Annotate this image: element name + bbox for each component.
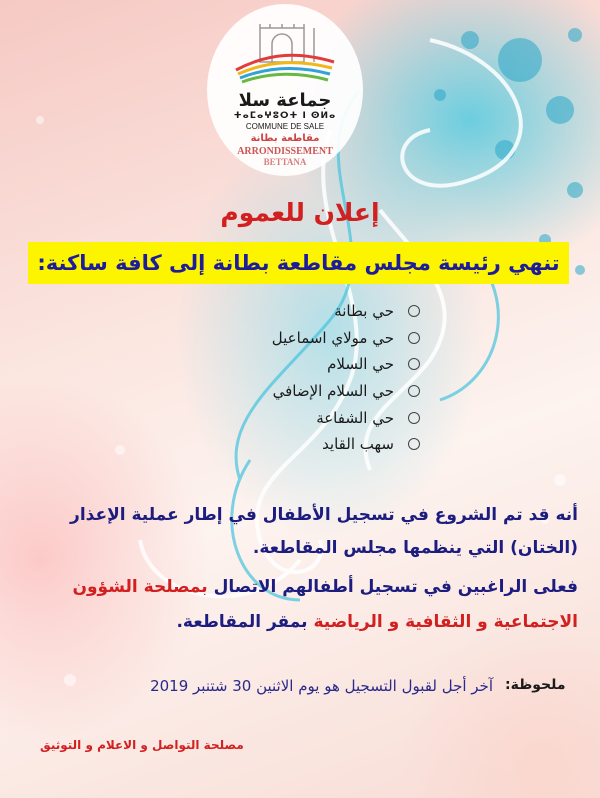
list-item [200, 378, 420, 405]
arrondissement-name-arabic: مقاطعة بطانة [250, 133, 320, 144]
gate-emblem-icon [230, 22, 340, 84]
district-list [200, 298, 420, 458]
district-label: حي الشفاعة [316, 408, 394, 427]
body-line-1: أنه قد تم الشروع في تسجيل الأطفال في إطار عملية الإعذار [70, 505, 578, 525]
district-label: سهب القايد [322, 435, 394, 454]
commune-logo [220, 22, 350, 167]
circle-bullet-icon [408, 332, 420, 344]
announcement-title: إعلان للعموم [220, 198, 380, 227]
commune-name-arabic: جماعة سلا [238, 90, 332, 111]
circle-bullet-icon [408, 385, 420, 397]
list-item [200, 298, 420, 325]
issuing-service: مصلحة التواصل و الاعلام و التوثيق [40, 738, 244, 752]
circle-bullet-icon [408, 438, 420, 450]
district-label: حي مولاي اسماعيل [271, 328, 394, 347]
intro-banner [28, 242, 569, 284]
circle-bullet-icon [408, 412, 420, 424]
circle-bullet-icon [408, 305, 420, 317]
list-item [200, 431, 420, 458]
body-line-4-text: بمقر المقاطعة. [176, 612, 314, 632]
service-name-highlight-cont: الاجتماعية و الثقافية و الرياضية [313, 612, 578, 632]
note-label: ملحوظة: [505, 677, 566, 693]
intro-banner-text: تنهي رئيسة مجلس مقاطعة بطانة إلى كافة ساكنة: [37, 251, 560, 275]
list-item [200, 351, 420, 378]
district-label: حي السلام [327, 355, 394, 374]
commune-name-french: COMMUNE DE SALE [245, 122, 325, 131]
district-label: حي بطانة [334, 302, 394, 321]
service-name-highlight: بمصلحة الشؤون [72, 577, 208, 597]
commune-name-tifinagh: ⵜⴰⵎⴰⵖⵓⵔⵜ ⵏ ⵙⵍⴰ [233, 111, 337, 121]
registration-deadline: آخر أجل لقبول التسجيل هو يوم الاثنين 30 شتنبر 2019 [150, 677, 493, 695]
body-line-3-text: فعلى الراغبين في تسجيل أطفالهم الاتصال [207, 577, 578, 597]
list-item [200, 325, 420, 352]
circle-bullet-icon [408, 358, 420, 370]
body-line-3 [72, 577, 578, 597]
body-line-2: (الختان) التي ينظمها مجلس المقاطعة. [252, 538, 578, 558]
district-label: حي السلام الإضافي [272, 382, 394, 401]
arrondissement-label-french: ARRONDISSEMENT [237, 146, 333, 157]
body-line-4 [176, 612, 578, 632]
list-item [200, 404, 420, 431]
arrondissement-name-french: BETTANA [263, 157, 307, 167]
